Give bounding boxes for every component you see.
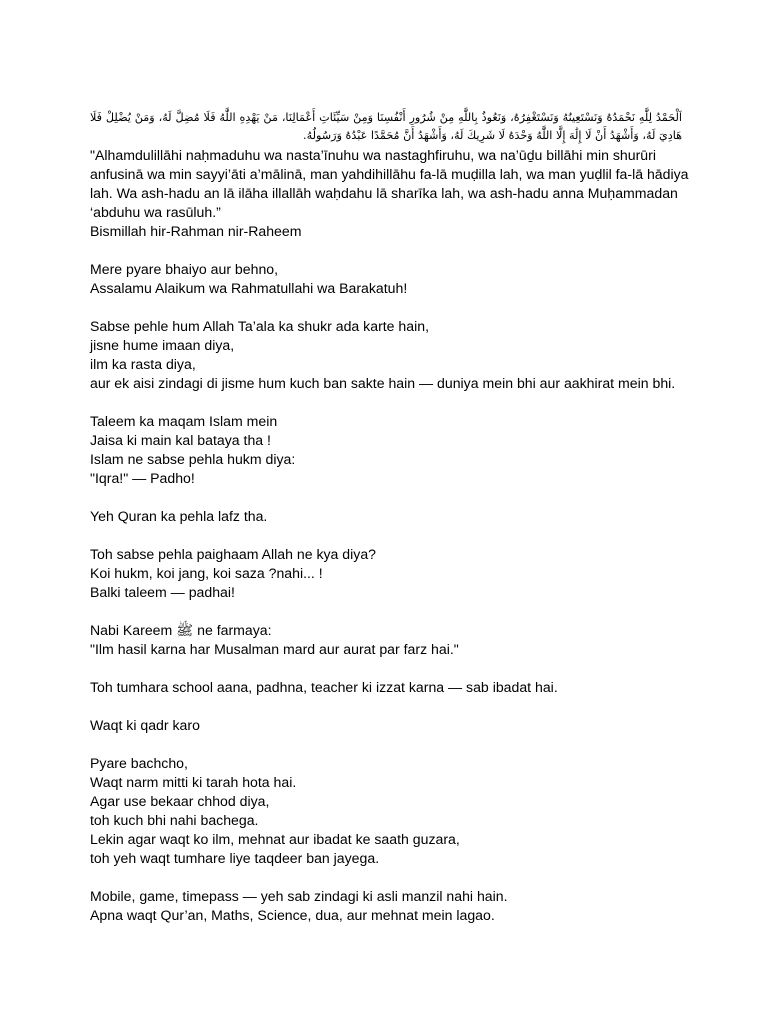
section-heading: Waqt ki qadr karo xyxy=(90,717,200,733)
text-line: Apna waqt Qur’an, Maths, Science, dua, aur mehnat mein lagao. xyxy=(90,907,495,923)
time-paragraph xyxy=(90,754,690,868)
taleem-intro-paragraph xyxy=(90,412,690,488)
text-line: Waqt narm mitti ki tarah hota hai. xyxy=(90,774,297,790)
text-line: Pyare bachcho, xyxy=(90,755,188,771)
paragraph-spacer xyxy=(90,868,690,887)
paragraph-spacer xyxy=(90,393,690,412)
text-line: Balki taleem — padhai! xyxy=(90,584,235,600)
text-line: Mobile, game, timepass — yeh sab zindagi ki asli manzil nahi hain. xyxy=(90,888,508,904)
text-line: aur ek aisi zindagi di jisme hum kuch ban sakte hain — duniya mein bhi aur aakhirat mein bhi. xyxy=(90,375,676,391)
paragraph-spacer xyxy=(90,697,690,716)
time-heading-paragraph xyxy=(90,716,690,735)
mobile-paragraph xyxy=(90,887,690,925)
greeting-paragraph xyxy=(90,260,690,298)
text-line: "Alhamdulillāhi naḥmaduhu wa nasta’īnuhu wa nastaghfiruhu, wa na’ūḏu billāhi min shurūri xyxy=(90,147,656,163)
text-line: Mere pyare bhaiyo aur behno, xyxy=(90,261,279,277)
text-line: jisne hume imaan diya, xyxy=(90,337,235,353)
text-line: ilm ka rasta diya, xyxy=(90,356,196,372)
paragraph-spacer xyxy=(90,602,690,621)
text-line: Nabi Kareem ﷺ ne farmaya: xyxy=(90,622,272,638)
first-message-paragraph xyxy=(90,545,690,602)
text-line: Agar use bekaar chhod diya, xyxy=(90,793,270,809)
text-line: toh kuch bhi nahi bachega. xyxy=(90,812,259,828)
school-paragraph xyxy=(90,678,690,697)
text-line: "Iqra!" — Padho! xyxy=(90,470,195,486)
transliteration-paragraph xyxy=(90,146,690,241)
quran-paragraph xyxy=(90,507,690,526)
text-line: Toh tumhara school aana, padhna, teacher ki izzat karna — sab ibadat hai. xyxy=(90,679,558,695)
text-line: Jaisa ki main kal bataya tha ! xyxy=(90,432,271,448)
text-line: toh yeh waqt tumhare liye taqdeer ban jayega. xyxy=(90,850,380,866)
document-body xyxy=(90,146,690,925)
text-line: Lekin agar waqt ko ilm, mehnat aur ibadat ke saath guzara, xyxy=(90,831,460,847)
hadith-paragraph xyxy=(90,621,690,659)
text-line: ‘abduhu wa rasūluh.” xyxy=(90,204,221,220)
text-line: Bismillah hir-Rahman nir-Raheem xyxy=(90,223,302,239)
paragraph-spacer xyxy=(90,488,690,507)
section-heading: Taleem ka maqam Islam mein xyxy=(90,413,278,429)
text-line: Assalamu Alaikum wa Rahmatullahi wa Barakatuh! xyxy=(90,280,408,296)
text-line: Islam ne sabse pehla hukm diya: xyxy=(90,451,296,467)
arabic-opening-text: اَلْحَمْدُ لِلَّٰهِ نَحْمَدُهُ وَنَسْتَعِينُهُ وَنَسْتَغْفِرُهُ، وَنَعُوذُ بِاللَّٰهِ مِنْ شُرُورِ أَنْفُسِنَا وَمِنْ سَيِّئَاتِ أَعْمَالِنَا، مَنْ يَهْدِهِ اللَّٰهُ فَلَا مُضِلَّ لَهُ، وَمَنْ يُضْلِلْ فَلَا هَادِيَ لَهُ، وَأَشْهَدُ أَنْ لَا إِلَٰهَ إِلَّا اللَّٰهُ وَحْدَهُ لَا شَرِيكَ لَهُ، وَأَشْهَدُ أَنَّ مُحَمَّدًا عَبْدُهُ وَرَسُولُهُ. xyxy=(90,111,682,142)
paragraph-spacer xyxy=(90,526,690,545)
paragraph-spacer xyxy=(90,659,690,678)
paragraph-spacer xyxy=(90,298,690,317)
paragraph-spacer xyxy=(90,735,690,754)
text-line: Toh sabse pehla paighaam Allah ne kya diya? xyxy=(90,546,376,562)
text-line: Sabse pehle hum Allah Ta’ala ka shukr ada karte hain, xyxy=(90,318,429,334)
text-line: anfusinā wa min sayyi’āti a’mālinā, man yahdihillāhu fa-lā muḍilla lah, wa man yuḍlil fa-lā hādiya xyxy=(90,166,689,182)
text-line: Koi hukm, koi jang, koi saza ?nahi... ! xyxy=(90,565,323,581)
text-line: lah. Wa ash-hadu an lā ilāha illallāh waḥdahu lā sharīka lah, wa ash-hadu anna Muḥammadan xyxy=(90,185,678,201)
text-line: Yeh Quran ka pehla lafz tha. xyxy=(90,508,268,524)
hadith-quote: "Ilm hasil karna har Musalman mard aur aurat par farz hai." xyxy=(90,641,459,657)
gratitude-paragraph xyxy=(90,317,690,393)
paragraph-spacer xyxy=(90,241,690,260)
